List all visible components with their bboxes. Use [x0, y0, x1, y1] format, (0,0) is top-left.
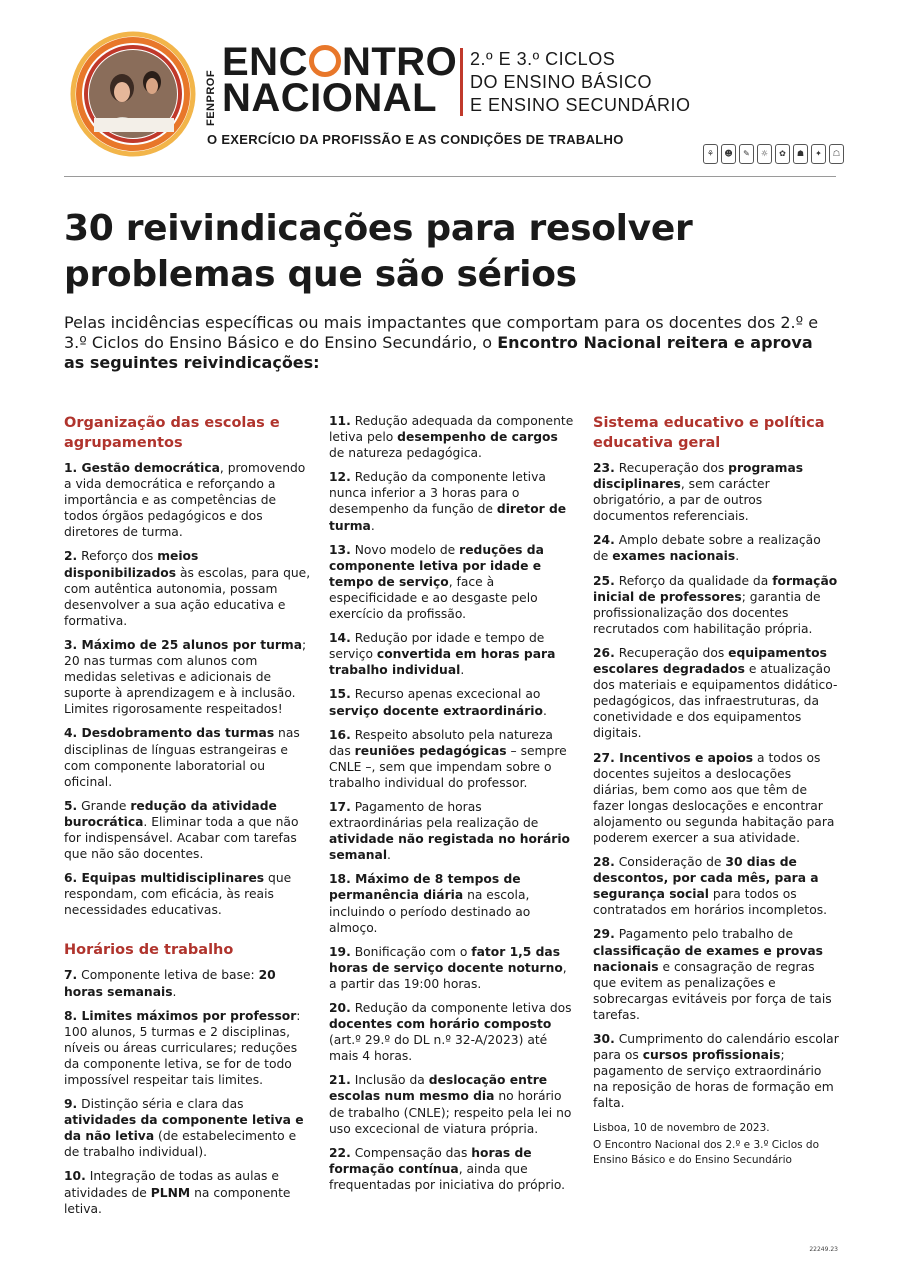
demand-text: : 100 alunos, 5 turmas e 2 disciplinas, níveis ou áreas curriculares; reduções da componente letiva, se for de todo impossível respeitar tais limites.	[64, 1008, 301, 1087]
demand-number: 3.	[64, 637, 78, 652]
demand-text: nas disciplinas de línguas estrangeiras e com componente laboratorial ou oficinal.	[64, 726, 300, 789]
demand-text-bold: programas disciplinares	[593, 461, 804, 492]
demand-text: a todos os docentes sujeitos a deslocações diárias, bem como aos que têm de fazer longas deslocações e encontrar alojamento ou segunda habitação para poderem exercer a sua atividade.	[593, 750, 835, 845]
demand-text: (de estabelecimento e de trabalho individual).	[64, 1129, 297, 1160]
union-logo-icon: ✿	[775, 144, 790, 164]
demand-text: .	[542, 703, 547, 718]
demand-text: de natureza pedagógica.	[329, 446, 482, 461]
event-title-line2: NACIONAL	[222, 76, 438, 120]
demand-item	[64, 870, 312, 918]
demand-text-bold: exames nacionais	[612, 549, 736, 564]
demand-text: Reforço dos	[77, 549, 158, 564]
demand-text: (art.º 29.º do DL n.º 32-A/2023) até mais 4 horas.	[329, 1033, 548, 1064]
demand-text: para todos os contratados em horários incompletos.	[593, 887, 828, 918]
demand-text: Pagamento pelo trabalho de	[614, 927, 794, 942]
demand-text: .	[387, 848, 391, 863]
demand-item	[593, 926, 839, 1023]
demand-text: na escola, incluindo o período destinado ao almoço.	[329, 888, 531, 935]
document-code: 22249.23	[809, 1246, 838, 1253]
demand-text: ; 20 nas turmas com alunos com medidas seletivas e adicionais de suporte à aprendizagem e à inclusão. Limites rigorosamente respeitados!	[64, 637, 307, 717]
cycles-line: 2.º E 3.º CICLOS	[470, 49, 616, 69]
demand-text: Recuperação dos	[614, 461, 729, 475]
demand-text-bold: Limites máximos por professor	[77, 1008, 297, 1023]
demand-number: 8.	[64, 1008, 78, 1023]
demand-text-bold: desempenho de cargos	[397, 430, 558, 445]
header-divider	[460, 48, 463, 116]
demand-item	[64, 637, 312, 717]
demand-text-bold: deslocação entre escolas num mesmo dia	[329, 1073, 548, 1104]
intro-bold: Encontro Nacional reitera e aprova as seguintes reivindicações:	[64, 333, 813, 372]
demand-text: Pagamento de horas extraordinárias pela realização de	[329, 799, 539, 831]
demand-text: Consideração de	[614, 855, 726, 870]
demand-text: e atualização dos materiais e equipamentos didático-pedagógicos, das infraestruturas, da conetividade e dos equipamentos digitais.	[593, 662, 838, 741]
demand-item	[64, 1096, 312, 1160]
column-3	[593, 413, 839, 1170]
demand-text: , promovendo a vida democrática e reforçando a importância e as competências de todos órgãos pedagógicos e dos diretores de turma.	[64, 461, 306, 540]
demand-number: 13.	[329, 542, 351, 557]
union-logo-icon: ☗	[793, 144, 808, 164]
demand-number: 19.	[329, 944, 351, 959]
demand-text-bold: formação inicial de professores	[593, 573, 838, 604]
demand-item	[329, 727, 575, 791]
demand-text: ; garantia de profissionalização dos docentes recrutados com habilitação própria.	[593, 589, 821, 636]
demand-item	[329, 413, 575, 461]
fenprof-label: FENPROF	[205, 69, 217, 127]
event-title	[222, 40, 458, 120]
closing-date: Lisboa, 10 de novembro de 2023.	[593, 1122, 770, 1135]
demand-text: Redução da componente letiva dos	[350, 1001, 572, 1015]
demand-text-bold: serviço docente extraordinário	[329, 703, 543, 718]
demand-text: Bonificação com o	[350, 944, 472, 959]
demand-item	[593, 1031, 839, 1111]
column-1	[64, 413, 312, 1225]
demand-item	[329, 686, 575, 718]
demand-number: 15.	[329, 687, 351, 702]
demand-text: , a partir das 19:00 horas.	[329, 960, 567, 991]
demand-text: Inclusão da	[350, 1073, 429, 1088]
demand-number: 16.	[329, 727, 351, 742]
demand-text: Integração de todas as aulas e atividades de	[64, 1169, 279, 1200]
demand-number: 25.	[593, 573, 615, 588]
demand-number: 23.	[593, 461, 615, 475]
cycles-label	[470, 48, 691, 117]
demand-item	[64, 460, 312, 540]
demand-item	[64, 967, 312, 999]
union-logo-icon: ⚘	[703, 144, 718, 164]
demand-item	[329, 542, 575, 622]
demand-text-bold: diretor de turma	[329, 502, 567, 533]
page-title	[64, 206, 844, 298]
demand-text: .	[172, 984, 177, 999]
demand-text: que respondam, com eficácia, às reais necessidades educativas.	[64, 871, 292, 918]
union-logo-icon: ✦	[811, 144, 826, 164]
demand-item	[329, 1000, 575, 1064]
demand-item	[64, 725, 312, 789]
demand-text-bold: docentes com horário composto	[329, 1017, 552, 1032]
demand-text-bold: Máximo de 25 alunos por turma	[77, 637, 303, 652]
demand-item	[64, 1008, 312, 1088]
demand-item	[593, 645, 839, 742]
demand-number: 6.	[64, 871, 78, 886]
demand-number: 2.	[64, 549, 78, 564]
demand-number: 26.	[593, 645, 615, 660]
demand-number: 24.	[593, 533, 615, 548]
demand-text: Amplo debate sobre a realização de	[593, 533, 821, 564]
union-logos	[703, 144, 844, 164]
header	[64, 30, 844, 170]
demand-text-bold: atividade não registada no horário semanal	[329, 832, 571, 863]
demand-number: 14.	[329, 631, 351, 646]
demand-item	[329, 1072, 575, 1136]
demand-text-bold: classificação de exames e provas nacionais	[593, 943, 823, 974]
demand-item	[593, 460, 839, 524]
demand-item	[593, 750, 839, 847]
demand-text-bold: cursos profissionais	[642, 1048, 781, 1063]
demand-text: Novo modelo de	[350, 542, 460, 557]
demand-number: 11.	[329, 414, 351, 428]
demand-item	[329, 799, 575, 863]
demand-text: Componente letiva de base:	[77, 968, 259, 983]
demand-text: ; pagamento de serviço extraordinário na reposição de horas de formação em falta.	[593, 1048, 834, 1111]
demand-item	[593, 573, 839, 637]
demand-text: Respeito absoluto pela natureza das	[329, 727, 553, 758]
demand-text-bold: PLNM	[150, 1185, 191, 1200]
demand-item	[64, 1168, 312, 1216]
demand-item	[329, 871, 575, 935]
demand-number: 12.	[329, 470, 351, 485]
demand-text: Compensação das	[350, 1145, 472, 1160]
demand-text: Grande	[77, 798, 131, 813]
demand-text-bold: Desdobramento das turmas	[77, 726, 275, 741]
demand-number: 20.	[329, 1001, 351, 1015]
demand-text-bold: meios disponibilizados	[64, 549, 199, 580]
demand-text-bold: fator 1,5 das horas de serviço docente noturno	[329, 944, 563, 975]
demand-item	[329, 1145, 575, 1193]
union-logo-icon: ☻	[721, 144, 736, 164]
demand-text-bold: atividades da componente letiva e da não letiva	[64, 1113, 304, 1144]
demand-text: no horário de trabalho (CNLE); respeito pela lei no uso excecional de viatura própria.	[329, 1089, 572, 1136]
demand-item	[329, 630, 575, 678]
closing-signature: O Encontro Nacional dos 2.º e 3.º Ciclos do Ensino Básico e do Ensino Secundário	[593, 1139, 820, 1167]
demand-item	[593, 532, 839, 564]
event-subtitle: O EXERCÍCIO DA PROFISSÃO E AS CONDIÇÕES DE TRABALHO	[207, 132, 624, 147]
demand-text-bold: Incentivos e apoios	[614, 750, 754, 765]
demand-item	[329, 469, 575, 533]
demand-text-bold: reuniões pedagógicas	[354, 743, 507, 758]
demand-number: 7.	[64, 968, 78, 983]
demand-number: 22.	[329, 1145, 351, 1160]
header-rule	[64, 176, 836, 177]
demand-text: e consagração de regras que evitem as penalizações e sobrecargas evitáveis por força de tais tarefas.	[593, 959, 832, 1022]
demand-text-bold: 30 dias de descontos, por cada mês, para a segurança social	[593, 855, 819, 902]
demand-text: Redução adequada da componente letiva pelo	[329, 414, 574, 445]
demand-text: , face à especificidade e ao desgaste pelo exercício da profissão.	[329, 574, 538, 622]
demand-number: 27.	[593, 750, 615, 765]
demand-text: .	[370, 518, 375, 533]
title-o-ring-icon	[309, 45, 341, 77]
event-title-line1: ENC NTRO	[222, 40, 458, 84]
demand-text: Recurso apenas excecional ao	[350, 687, 541, 702]
section-title-horarios: Horários de trabalho	[64, 942, 234, 959]
demand-text: Redução por idade e tempo de serviço	[329, 631, 545, 662]
demand-number: 5.	[64, 798, 78, 813]
demand-text-bold: convertida em horas para trabalho individual	[329, 647, 556, 678]
demand-text: – sempre CNLE –, sem que impendam sobre o trabalho individual do professor.	[329, 743, 567, 790]
demand-item	[64, 548, 312, 628]
demand-number: 30.	[593, 1032, 615, 1046]
demand-item	[593, 854, 839, 918]
demand-text: Reforço da qualidade da	[614, 573, 773, 588]
section-title-organizacao: Organização das escolas e agrupamentos	[64, 415, 280, 451]
demand-text: Redução da componente letiva nunca inferior a 3 horas para o desempenho da função de	[329, 470, 546, 517]
section-title-sistema-educativo: Sistema educativo e política educativa geral	[593, 415, 825, 451]
demand-number: 9.	[64, 1097, 78, 1112]
demand-text-bold: equipamentos escolares degradados	[593, 645, 827, 677]
closing-note	[593, 1121, 839, 1168]
demand-item	[64, 798, 312, 862]
page-title-line: 30 reivindicações para resolver	[64, 208, 693, 249]
demand-text: . Eliminar toda a que não for indispensável. Acabar com tarefas que não são docentes.	[64, 814, 299, 862]
page-title-line: problemas que são sérios	[64, 254, 577, 295]
demand-text: Recuperação dos	[614, 645, 729, 660]
demand-number: 21.	[329, 1073, 351, 1088]
demand-text-bold: horas de formação contínua	[329, 1145, 532, 1176]
union-logo-icon: ☖	[829, 144, 844, 164]
demand-text-bold: Gestão democrática	[77, 461, 220, 475]
event-logo-image	[64, 30, 202, 158]
demand-text-bold: Equipas multidisciplinares	[77, 871, 265, 886]
union-logo-icon: ✎	[739, 144, 754, 164]
demand-number: 29.	[593, 927, 615, 942]
demand-text-bold: Máximo de 8 tempos de permanência diária	[329, 872, 521, 903]
demand-number: 28.	[593, 855, 615, 870]
demand-number: 17.	[329, 799, 351, 814]
demand-text: , ainda que frequentadas por iniciativa do próprio.	[329, 1161, 566, 1192]
demand-text-bold: redução da atividade burocrática	[64, 798, 277, 829]
demand-text: às escolas, para que, com autêntica autonomia, possam desenvolver a sua ação educativa e formativa.	[64, 565, 311, 628]
demand-text-bold: 20 horas semanais	[64, 968, 276, 999]
demand-item	[329, 944, 575, 992]
demand-text: Distinção séria e clara das	[77, 1097, 244, 1112]
demand-number: 4.	[64, 726, 78, 741]
demand-text-bold: reduções da componente letiva por idade e tempo de serviço	[329, 542, 544, 589]
demand-text: na componente letiva.	[64, 1185, 291, 1216]
demand-text: .	[735, 549, 740, 564]
demand-text: , sem carácter obrigatório, a par de outros documentos referenciais.	[593, 477, 770, 524]
demand-number: 10.	[64, 1169, 86, 1184]
demand-text: .	[460, 663, 465, 678]
column-2	[329, 413, 575, 1201]
cycles-line: E ENSINO SECUNDÁRIO	[470, 95, 691, 115]
demand-text: Cumprimento do calendário escolar para os	[593, 1032, 839, 1063]
demand-number: 18.	[329, 872, 351, 887]
cycles-line: DO ENSINO BÁSICO	[470, 72, 653, 92]
intro-paragraph	[64, 313, 824, 373]
intro-text: Pelas incidências específicas ou mais impactantes que comportam para os docentes dos 2.º e 3.º Ciclos do Ensino Básico e do Ensino Secundário, o	[64, 313, 819, 352]
union-logo-icon: ☼	[757, 144, 772, 164]
demand-number: 1.	[64, 461, 78, 475]
